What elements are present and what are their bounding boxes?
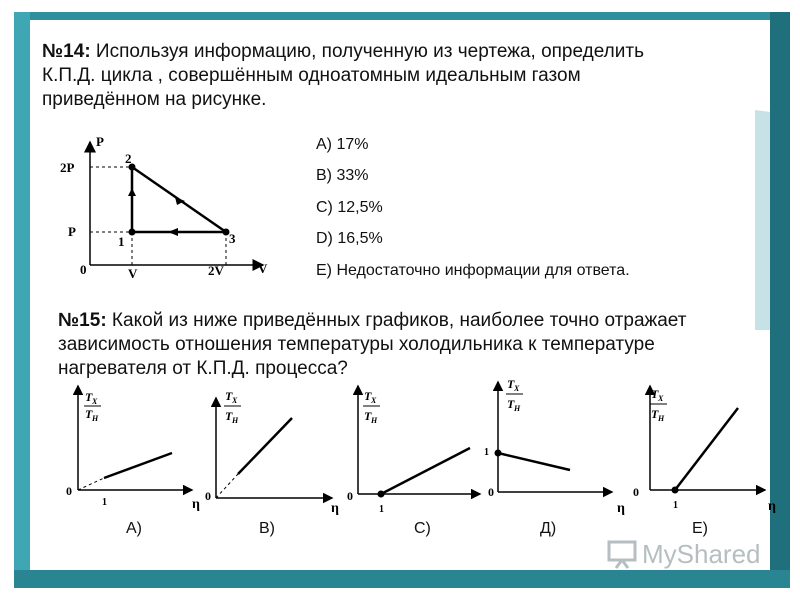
label-origin: 0: [80, 262, 87, 277]
graph-e-line: [675, 408, 738, 490]
answer-c[interactable]: C) 12,5%: [316, 199, 383, 216]
graph-a[interactable]: [66, 386, 200, 512]
answer-d[interactable]: D) 16,5%: [316, 230, 383, 247]
svg-text:T: T: [85, 407, 93, 421]
graph-b[interactable]: [205, 389, 339, 516]
svg-text:X: X: [514, 384, 520, 393]
svg-text:T: T: [507, 378, 515, 391]
svg-text:T: T: [364, 409, 372, 423]
question-14-number: №14:: [42, 41, 91, 62]
question-14-text: Используя информацию, полученную из чертежа, определить К.П.Д. цикла , совершённым одноатомным идеальным газом приведённом на рисунке.: [42, 41, 644, 110]
answer-e[interactable]: E) Недостаточно информации для ответа.: [316, 262, 630, 279]
question-14: [42, 40, 652, 112]
svg-text:X: X: [371, 396, 377, 405]
svg-text:1: 1: [379, 504, 384, 515]
graph-b-line: [238, 418, 292, 474]
point-1: [129, 229, 136, 236]
svg-text:0: 0: [488, 485, 494, 499]
watermark-text: MyShared: [642, 538, 761, 569]
pv-diagram: [58, 130, 278, 280]
answer-b[interactable]: B) 33%: [316, 167, 369, 184]
label-pt1: 1: [118, 234, 125, 249]
svg-text:H: H: [232, 416, 239, 425]
svg-text:0: 0: [205, 489, 211, 503]
svg-text:X: X: [232, 396, 238, 405]
svg-text:η: η: [768, 499, 776, 514]
svg-text:T: T: [651, 407, 659, 421]
label-pt3: 3: [229, 231, 236, 246]
watermark: [606, 536, 766, 572]
question-15-number: №15:: [58, 310, 107, 331]
graph-label-a: A): [126, 520, 142, 537]
svg-text:T: T: [364, 389, 372, 403]
label-p-axis: P: [96, 134, 104, 149]
answer-a[interactable]: A) 17%: [316, 136, 369, 153]
svg-text:H: H: [658, 414, 665, 423]
svg-text:T: T: [225, 389, 233, 403]
label-v: V: [128, 266, 138, 280]
graph-label-e: E): [692, 520, 708, 537]
graph-e[interactable]: [633, 386, 776, 514]
graph-label-b: B): [259, 520, 275, 537]
question-15-text: Какой из ниже приведённых графиков, наиболее точно отражает зависимость отношения температуры холодильника к температуре нагревателя от К.П.Д. процесса?: [58, 310, 687, 379]
svg-text:X: X: [92, 397, 98, 406]
label-pt2: 2: [125, 151, 132, 166]
svg-text:η: η: [331, 501, 339, 516]
svg-text:1: 1: [484, 447, 489, 458]
svg-text:T: T: [507, 397, 515, 411]
graph-d-line: [498, 453, 570, 470]
question-15: [58, 309, 758, 381]
label-v-axis: V: [258, 261, 268, 276]
svg-text:H: H: [92, 414, 99, 423]
graph-c-line: [381, 448, 470, 494]
svg-text:H: H: [371, 416, 378, 425]
graph-d[interactable]: [484, 378, 625, 516]
label-2p: 2P: [60, 160, 75, 175]
svg-text:T: T: [225, 409, 233, 423]
svg-text:H: H: [514, 404, 521, 413]
svg-text:X: X: [658, 394, 664, 403]
svg-text:0: 0: [347, 489, 353, 503]
graph-label-c: C): [414, 520, 431, 537]
svg-text:η: η: [192, 497, 200, 512]
svg-text:η: η: [617, 501, 625, 516]
graph-label-d: Д): [540, 520, 557, 537]
svg-text:0: 0: [66, 484, 72, 498]
label-2v: 2V: [208, 263, 224, 278]
presentation-icon: [606, 538, 638, 570]
graph-c[interactable]: [347, 386, 480, 515]
svg-text:T: T: [85, 390, 93, 404]
svg-text:T: T: [651, 387, 659, 401]
graph-a-line: [104, 453, 172, 478]
label-p: P: [68, 224, 76, 239]
graphs-15: [0, 378, 790, 533]
svg-text:1: 1: [102, 497, 107, 508]
svg-text:0: 0: [633, 485, 639, 499]
svg-text:1: 1: [673, 500, 678, 511]
